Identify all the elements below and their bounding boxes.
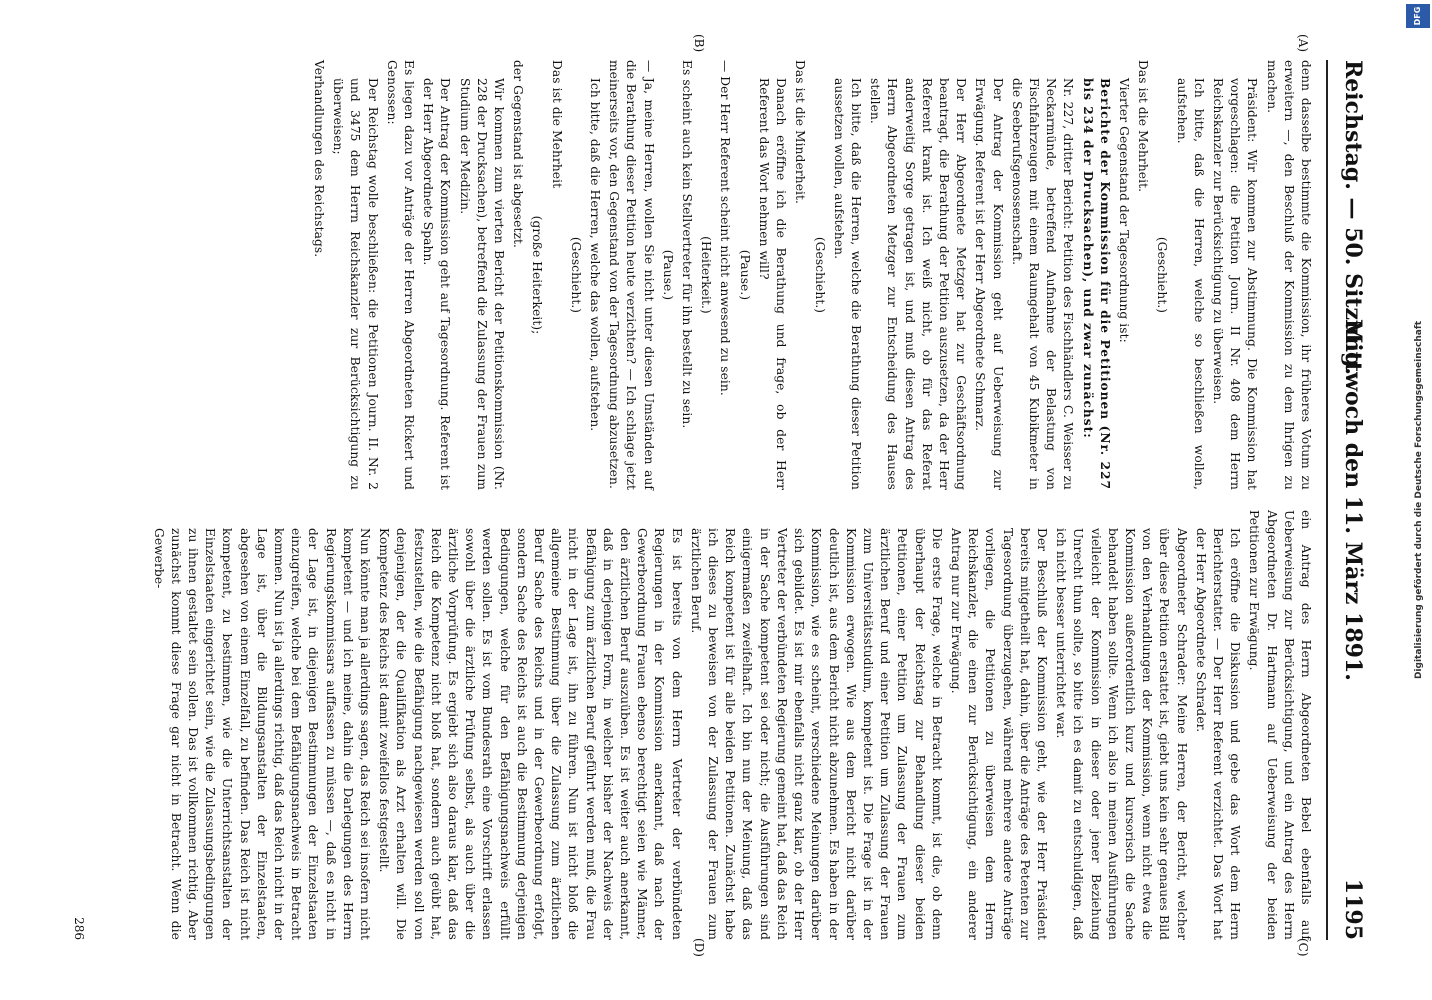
watermark-text: Digitalisierung gefördert durch die Deutsche Forschungsgemeinschaft xyxy=(1414,320,1424,680)
paragraph: ein Antrag des Herrn Abgeordneten Bebel ebenfalls auf Ueberweisung zur Berücksichtigung, und ein Antrag des Herrn Abgeordneten Dr. Hartmann auf Ueberweisung der beiden Petitionen zur Erwägung. xyxy=(1247,510,1313,940)
paragraph: Der Beschluß der Kommission geht, wie der Herr Präsident bereits mitgetheilt hat, dahin, über die Anträge des Petenten zur Tagesordnung überzugehen, während mehrere andere Anträge vorliegen, die Petitionen zu überweisen dem Herrn Reichskanzler, die einen zur Berücksichtigung, ein anderer Antrag nur zur Erwägung. xyxy=(948,528,1049,940)
header-left: Reichstag. — 50. Sitzung. xyxy=(1340,60,1366,376)
paragraph: (Geschieht.) xyxy=(568,236,583,314)
paragraph: (Geschieht.) xyxy=(812,236,827,314)
paragraph: Verhandlungen des Reichstags. xyxy=(312,60,327,258)
paragraph: Der Antrag der Kommission geht auf Ueberweisung zur Erwägung. Referent ist der Herr Abgeordnete Schmarz. xyxy=(973,78,1005,490)
paragraph: Der Reichstag wolle beschließen: die Petitionen Journ. II. Nr. 2 und 3475 dem Herrn Reichskanzler zur Berücksichtigung zu überweisen; xyxy=(331,78,380,490)
rotated-document-page xyxy=(26,20,1406,980)
paragraph: Vierter Gegenstand der Tagesordnung ist: xyxy=(1116,78,1131,343)
paragraph: Der Antrag der Kommission geht auf Tagesordnung. Referent ist der Herr Abgeordnete Spahn. xyxy=(421,78,453,490)
paragraph: der Gegenstand ist abgesetzt. xyxy=(511,60,526,248)
paragraph: (Pause.) xyxy=(737,249,752,301)
paragraph: Ich bitte, daß die Herren, welche das wollen, aufstehen. xyxy=(588,78,603,432)
paragraph: Abgeordneter Schrader: Meine Herren, der Bericht, welcher über diese Petition erstattet ist, giebt uns kein sehr genaues Bild von den Verhandlungen der Kommission, wenn nicht etwa die Kommission außerordentlich kurz und kursorisch die Sache behandelt haben sollte. Wenn ich also in meinen Ausführungen vielleicht der Kommission in dieser oder jener Beziehung Unrecht thun sollte, so bitte ich es damit zu entschuldigen, daß ich nicht besser unterrichtet war. xyxy=(1054,528,1189,940)
margin-marker-a: (A) xyxy=(1296,34,1310,53)
paragraph: Das ist die Minderheit. xyxy=(793,60,808,204)
paragraph: Ich bitte, daß die Herren, welche so beschließen wollen, aufstehen. xyxy=(1174,78,1206,490)
margin-marker-c: (C) xyxy=(1296,938,1310,957)
header-page-number: 1195 xyxy=(1340,878,1366,940)
paragraph: Danach eröffne ich die Berathung und frage, ob der Herr Referent das Wort nehmen will? xyxy=(756,78,789,490)
dfg-watermark xyxy=(1405,0,1432,1000)
paragraph: Das ist die Mehrheit. xyxy=(1136,60,1151,193)
paragraph: Es ist bereits von dem Herrn Vertreter der verbündeten Regierungen in der Kommission anerkannt, daß nach der Gewerbeordnung Frauen ebenso berechtigt seien wie Männer, den ärztlichen Beruf auszuüben. Es ist weiter auch anerkannt, daß in derjenigen Form, in welcher bisher der Nachweis der Befähigung zum ärztlichen Beruf geführt werden muß, die Frau nicht in der Lage ist, ihn zu führen. Nun ist nicht bloß die allgemeine Bestimmung über die Zulassung zum ärztlichen Beruf Sache des Reichs und in der Gewerbeordnung erfolgt, sondern Sache des Reichs ist auch die Bestimmung derjenigen Bedingungen, welche für den Befähigungsnachweis erfüllt werden sollen. Es ist vom Bundesrath eine Vorschrift erlassen sowohl über die ärztliche Prüfung selbst, als auch über die ärztliche Vorprüfung. Es ergiebt sich also daraus klar, daß das Reich die Kompetenz nicht bloß hat, sondern auch geübt hat, festzustellen, wie die Befähigung nachgewiesen werden soll von denjenigen, der die Qualifikation als Arzt erhalten will. Die Kompetenz des Reichs ist damit zweifellos festgestellt. xyxy=(377,528,684,940)
margin-marker-d: (D) xyxy=(692,938,706,957)
left-column xyxy=(308,60,1314,490)
dfg-logo: DFG xyxy=(1406,4,1430,28)
paragraph: Ich bitte, daß die Herren, welche die Berathung dieser Petition aussetzen wollen, aufstehen. xyxy=(831,78,863,490)
paragraph: Es liegen dazu vor Anträge der Herren Abgeordneten Rickert und Genossen: xyxy=(384,60,417,490)
paragraph: (Pause.) xyxy=(660,249,675,301)
paragraph: (große Heiterkeit); xyxy=(530,215,545,335)
paragraph: — Ja, meine Herren, wollen Sie nicht unter diesen Umständen auf die Berathung dieser Petition heute verzichten? — Ich schlage jetzt meinerseits vor, den Gegenstand von der Tagesordnung abzusetzen. xyxy=(607,60,656,490)
paragraph: Es scheint auch kein Stellvertreter für ihn bestellt zu sein. xyxy=(680,60,695,429)
page-header xyxy=(1336,60,1366,940)
paragraph: (Geschieht.) xyxy=(1155,236,1170,314)
paragraph: Berichte der Kommission für die Petitionen (Nr. 227 bis 234 der Drucksachen), und zwar zunächst: xyxy=(1080,78,1112,490)
paragraph: Ich eröffne die Diskussion und gebe das Wort dem Herrn Berichterstatter. — Der Herr Referent verzichtet. Das Wort hat der Herr Abgeordnete Schrader. xyxy=(1193,528,1243,940)
sheet-number: 286 xyxy=(72,917,86,940)
header-rule xyxy=(1326,60,1328,940)
paragraph: — Der Herr Referent scheint nicht anwesend zu sein. xyxy=(718,60,733,396)
paragraph: Das ist die Mehrheit xyxy=(549,60,564,189)
paragraph: Der Herr Abgeordnete Metzger hat zur Geschäftsordnung beantragt, die Berathung der Petition auszusetzen, da der Herr Referent krank ist. Ich weiß nicht, ob für das Referat anderweitig Sorge getragen ist, und muß diesen Antrag des Herrn Abgeordneten Metzger zur Entscheidung des Hauses stellen. xyxy=(868,78,969,490)
paragraph: (Heiterkeit.) xyxy=(699,236,714,314)
margin-marker-b: (B) xyxy=(692,34,706,53)
paragraph: Wir kommen zum vierten Bericht der Petitionskommission (Nr. 228 der Drucksachen), betreffend die Zulassung der Frauen zum Studium der Medizin. xyxy=(457,78,507,490)
paragraph: denn dasselbe bestimmte die Kommission, ihr früheres Votum zu erweitern —, den Beschluß der Kommission zu dem Ihrigen zu machen. xyxy=(1264,60,1313,490)
paragraph: Nun könnte man ja allerdings sagen, das Reich sei insofern nicht kompetent — und ich meine, dahin die Darlegungen des Herrn Regierungskommissars auffassen zu müssen —, daß es nicht in der Lage ist, in diejenigen Bestimmungen der Einzelstaaten einzugreifen, welche bei dem Befähigungsnachweis in Betracht kommen. Nun ist ja allerdings richtig, daß das Reich nicht in der Lage ist, über die Bildungsanstalten der Einzelstaaten, abgesehen von einem Einzelfall, zu befinden. Das Reich ist nicht kompetent, zu bestimmen, wie die Unterrichtsanstalten der Einzelstaaten eingerichtet sein, wie die Zulassungsbedingungen zu ihnen gestaltet sein sollen. Das ist vollkommen richtig. Aber zunächst kommt diese Frage gar nicht in Betracht. Wenn die Gewerbe- xyxy=(151,528,373,940)
header-date: Mittwoch den 11. März 1891. xyxy=(1340,319,1366,681)
paragraph: Präsident: Wir kommen zur Abstimmung. Die Kommission hat vorgeschlagen: die Petition Journ. II Nr. 408 dem Herrn Reichskanzler zur Berücksichtigung zu überweisen. xyxy=(1210,78,1260,490)
paragraph: Die erste Frage, welche in Betracht kommt, ist die, ob denn überhaupt der Reichstag zur Behandlung dieser beiden Petitionen, einer Petition um Zulassung der Frauen zum ärztlichen Beruf und einer Petition um Zulassung der Frauen zum Universitätsstudium, kompetent ist. Die Frage ist in der Kommission erwogen. Wie aus dem Bericht nicht darüber deutlich ist, aus dem Bericht nicht abzunehmen. Es haben in der Kommission, wie es scheint, verschiedene Meinungen darüber sich gebildet. Es ist mir ebenfalls nicht ganz klar, ob der Herr Vertreter der verbündeten Regierung gemeint hat, daß das Reich in der Sache kompetent sei oder nicht; die Ausführungen sind einigermaßen zweifelhaft. Ich bin nun der Meinung, daß das Reich kompetent ist für alle beiden Petitionen. Zunächst habe ich dieses zu beweisen von der Zulassung der Frauen zum ärztlichen Beruf. xyxy=(688,528,944,940)
paragraph: Nr. 227, dritter Bericht: Petition des Fischhändlers C. Weisser zu Neckarmünde, betreffend Aufnahme der Belastung von Fischfahrzeugen mit einem Raumgehalt von 45 Kubikmeter in die Seeberufsgenossenschaft. xyxy=(1009,78,1076,490)
right-column xyxy=(147,510,1314,940)
